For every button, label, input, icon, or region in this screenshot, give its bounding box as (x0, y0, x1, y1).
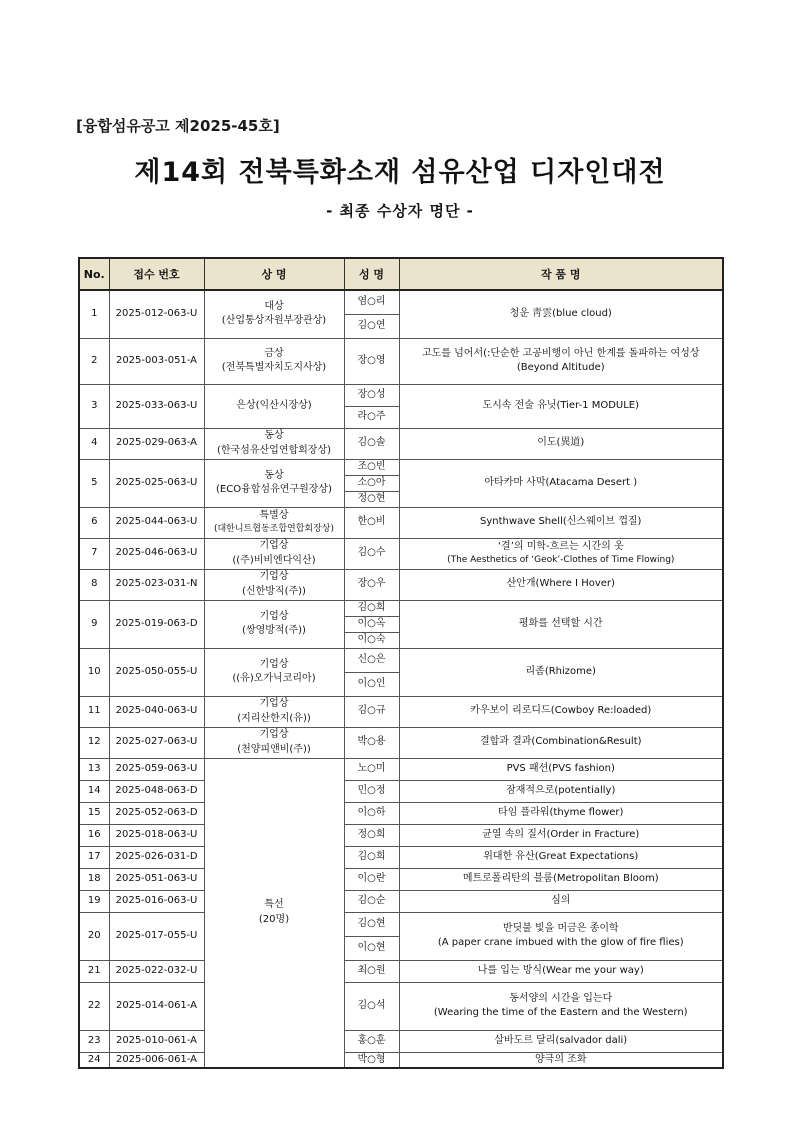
work-title-line: 이도(異道) (537, 437, 585, 449)
award-name (204, 758, 344, 1068)
registration-number: 2025-029-063-A (109, 428, 204, 459)
work-title-line: 타임 플라워(thyme flower) (498, 806, 624, 818)
row-number: 18 (79, 868, 109, 890)
row-number: 12 (79, 727, 109, 758)
work-title-line: 도시속 전술 유닛(Tier-1 MODULE) (482, 399, 640, 411)
award-title: 동상 (264, 430, 284, 441)
table-row (79, 696, 723, 727)
work-title-line: (Beyond Altitude) (516, 362, 605, 373)
award-sponsor: ((유)오가닉코리아) (232, 673, 316, 684)
row-number: 3 (79, 384, 109, 428)
row-number: 22 (79, 982, 109, 1030)
header-name: 성 명 (344, 258, 399, 290)
row-number: 1 (79, 290, 109, 338)
work-title-line: PVS 패션(PVS fashion) (506, 762, 615, 774)
header-award: 상 명 (204, 258, 344, 290)
registration-number: 2025-006-061-A (109, 1052, 204, 1068)
winner-name: 최○원 (344, 960, 399, 982)
award-sponsor: (쌍영방적(주)) (242, 625, 306, 636)
work-title-line: 리좀(Rhizome) (525, 665, 596, 677)
row-number: 11 (79, 696, 109, 727)
table-row (79, 290, 723, 314)
award-sponsor: ((주)비비엔다익산) (232, 554, 316, 566)
winner-name: 소○아 (344, 475, 399, 491)
registration-number: 2025-017-055-U (109, 912, 204, 960)
winner-name: 장○성 (344, 384, 399, 406)
row-number: 8 (79, 569, 109, 600)
registration-number: 2025-012-063-U (109, 290, 204, 338)
winner-name: 신○은 (344, 648, 399, 672)
registration-number: 2025-019-063-D (109, 600, 204, 648)
winner-name: 홍○훈 (344, 1030, 399, 1052)
award-sponsor: (한국섬유산업연합회장상) (216, 444, 332, 456)
work-title-line: 메트로폴리탄의 블룸(Metropolitan Bloom) (462, 872, 659, 884)
work-title (399, 846, 723, 868)
row-number: 5 (79, 459, 109, 507)
work-title (399, 569, 723, 600)
table-row (79, 758, 723, 780)
winner-name: 민○정 (344, 780, 399, 802)
award-sponsor: (신한방직(주)) (242, 585, 306, 597)
work-title (399, 696, 723, 727)
winner-name: 김○희 (344, 846, 399, 868)
award-title: 특별상 (259, 509, 289, 521)
table-row (79, 846, 723, 868)
registration-number: 2025-016-063-U (109, 890, 204, 912)
award-name (204, 459, 344, 507)
registration-number: 2025-033-063-U (109, 384, 204, 428)
page-title: 제14회 전북특화소재 섬유산업 디자인대전 (134, 157, 666, 188)
header-reg: 접수 번호 (109, 258, 204, 290)
work-title-line: 양극의 조화 (535, 1053, 587, 1065)
award-title: 기업상 (259, 698, 289, 709)
table-row (79, 569, 723, 600)
table-row (79, 459, 723, 475)
registration-number: 2025-010-061-A (109, 1030, 204, 1052)
work-title-line: 평화를 선택할 시간 (518, 617, 603, 629)
row-number: 19 (79, 890, 109, 912)
table-row (79, 960, 723, 982)
row-number: 16 (79, 824, 109, 846)
winner-name: 박○형 (344, 1052, 399, 1068)
work-title (399, 824, 723, 846)
award-name (204, 600, 344, 648)
work-title (399, 459, 723, 507)
award-title: 기업상 (259, 540, 289, 551)
work-title (399, 802, 723, 824)
award-title: 특선 (264, 899, 284, 911)
work-title (399, 960, 723, 982)
table-row (79, 507, 723, 538)
winner-name: 김○규 (344, 696, 399, 727)
winner-name: 정○희 (344, 824, 399, 846)
winner-name: 김○솔 (344, 428, 399, 459)
work-title-line: 반딧불 빛을 머금은 종이학 (502, 922, 619, 934)
work-title (399, 982, 723, 1030)
table-header-row (79, 258, 723, 290)
registration-number: 2025-023-031-N (109, 569, 204, 600)
work-title (399, 538, 723, 569)
table-row (79, 600, 723, 616)
award-sponsor: (지리산한지(유)) (237, 712, 311, 724)
work-title-line: 아타카마 사막(Atacama Desert ) (484, 476, 638, 488)
work-title-line: 잠재적으로(potentially) (506, 784, 616, 796)
work-title-line: 산안개(Where I Hover) (506, 578, 615, 590)
table-row (79, 802, 723, 824)
work-title (399, 428, 723, 459)
work-title-line: 위대한 유산(Great Expectations) (483, 850, 639, 862)
work-title (399, 912, 723, 960)
winner-name: 라○주 (344, 406, 399, 428)
registration-number: 2025-046-063-U (109, 538, 204, 569)
header-no: No. (79, 258, 109, 290)
registration-number: 2025-018-063-U (109, 824, 204, 846)
work-title (399, 758, 723, 780)
registration-number: 2025-044-063-U (109, 507, 204, 538)
winner-name: 장○우 (344, 569, 399, 600)
table-row (79, 384, 723, 406)
award-sponsor: (ECO융합섬유연구원장상) (216, 484, 332, 495)
work-title-line: 나를 입는 방식(Wear me your way) (477, 964, 644, 976)
row-number: 6 (79, 507, 109, 538)
table-row (79, 648, 723, 672)
registration-number: 2025-040-063-U (109, 696, 204, 727)
table-row (79, 1052, 723, 1068)
winner-name: 이○옥 (344, 616, 399, 632)
row-number: 20 (79, 912, 109, 960)
table-row (79, 890, 723, 912)
winner-name: 노○미 (344, 758, 399, 780)
award-name (204, 538, 344, 569)
work-title-line: 살바도르 달리(salvador dali) (494, 1034, 628, 1046)
row-number: 9 (79, 600, 109, 648)
work-title-line: 심의 (551, 894, 571, 906)
work-title (399, 290, 723, 338)
work-title (399, 384, 723, 428)
winner-name: 정○현 (344, 491, 399, 507)
winners-table (78, 257, 724, 1069)
winner-name: 김○희 (344, 600, 399, 616)
award-sponsor: (20명) (258, 913, 290, 925)
work-title-line: 균열 속의 질서(Order in Fracture) (482, 828, 640, 840)
award-name (204, 648, 344, 696)
winner-name: 이○인 (344, 672, 399, 696)
work-title-line: 카우보이 리로디드(Cowboy Re:loaded) (470, 705, 652, 717)
work-title (399, 507, 723, 538)
work-title-line: 동서양의 시간을 입는다 (509, 992, 613, 1004)
award-sponsor: (대한니트협동조합연합회장상) (213, 524, 335, 535)
work-title (399, 780, 723, 802)
row-number: 15 (79, 802, 109, 824)
work-title-line: Synthwave Shell(신스웨이브 껍질) (480, 516, 642, 528)
row-number: 23 (79, 1030, 109, 1052)
row-number: 24 (79, 1052, 109, 1068)
winner-name: 김○수 (344, 538, 399, 569)
registration-number: 2025-027-063-U (109, 727, 204, 758)
header-work: 작 품 명 (399, 258, 723, 290)
award-sponsor: (전북특별자치도지사상) (221, 362, 327, 373)
work-title-line: 고도를 넘어서(:단순한 고공비행이 아닌 한계를 돌파하는 여성상 (421, 347, 700, 359)
table-row (79, 1030, 723, 1052)
winner-name: 염○리 (344, 290, 399, 314)
award-title: 금상 (264, 347, 284, 359)
registration-number: 2025-059-063-U (109, 758, 204, 780)
table-body (79, 290, 723, 1068)
notice-number: [융합섬유공고 제2025-45호] (76, 117, 280, 135)
winner-name: 이○숙 (344, 632, 399, 648)
winner-name: 한○비 (344, 507, 399, 538)
page-subtitle: - 최종 수상자 명단 - (326, 202, 474, 220)
table-row (79, 868, 723, 890)
row-number: 7 (79, 538, 109, 569)
winner-name: 박○용 (344, 727, 399, 758)
registration-number: 2025-052-063-D (109, 802, 204, 824)
award-sponsor: (산업통상자원부장관상) (221, 315, 327, 327)
row-number: 10 (79, 648, 109, 696)
table-row (79, 428, 723, 459)
work-title (399, 648, 723, 696)
award-sponsor: (천양피앤비(주)) (237, 743, 311, 755)
table-row (79, 824, 723, 846)
winner-name: 조○빈 (344, 459, 399, 475)
winner-name: 김○순 (344, 890, 399, 912)
work-title-line: (The Aesthetics of ‘Geok’-Clothes of Time Flowing) (447, 555, 675, 566)
registration-number: 2025-003-051-A (109, 338, 204, 384)
registration-number: 2025-048-063-D (109, 780, 204, 802)
award-title: 동상 (264, 469, 284, 481)
work-title-line: ‘결’의 미학-흐르는 시간의 옷 (497, 540, 624, 552)
registration-number: 2025-050-055-U (109, 648, 204, 696)
table-row (79, 538, 723, 569)
row-number: 13 (79, 758, 109, 780)
winner-name: 이○하 (344, 802, 399, 824)
row-number: 4 (79, 428, 109, 459)
table-row (79, 912, 723, 936)
award-title: 기업상 (259, 729, 289, 740)
award-name (204, 290, 344, 338)
registration-number: 2025-022-032-U (109, 960, 204, 982)
award-title: 기업상 (259, 571, 289, 582)
work-title (399, 1052, 723, 1068)
winner-name: 장○영 (344, 338, 399, 384)
award-name (204, 507, 344, 538)
award-name (204, 727, 344, 758)
work-title (399, 1030, 723, 1052)
table-row (79, 338, 723, 384)
work-title-line: (Wearing the time of the Eastern and the Western) (433, 1007, 688, 1018)
winner-name: 이○란 (344, 868, 399, 890)
award-name (204, 428, 344, 459)
table-row (79, 727, 723, 758)
row-number: 14 (79, 780, 109, 802)
table-row (79, 982, 723, 1030)
table-row (79, 780, 723, 802)
row-number: 2 (79, 338, 109, 384)
registration-number: 2025-025-063-U (109, 459, 204, 507)
row-number: 21 (79, 960, 109, 982)
winner-name: 김○현 (344, 912, 399, 936)
award-name (204, 569, 344, 600)
award-name (204, 338, 344, 384)
award-title: 기업상 (259, 610, 289, 622)
winner-name: 이○현 (344, 936, 399, 960)
work-title (399, 600, 723, 648)
award-name (204, 384, 344, 428)
work-title-line: (A paper crane imbued with the glow of fire flies) (437, 937, 684, 948)
award-title: 은상(익산시장상) (236, 399, 312, 411)
work-title-line: 청운 靑雲(blue cloud) (509, 308, 612, 319)
work-title (399, 727, 723, 758)
award-name (204, 696, 344, 727)
work-title (399, 338, 723, 384)
work-title (399, 868, 723, 890)
work-title-line: 결합과 결과(Combination&Result) (479, 736, 642, 748)
work-title (399, 890, 723, 912)
award-title: 기업상 (259, 658, 289, 670)
winner-name: 김○석 (344, 982, 399, 1030)
award-title: 대상 (264, 300, 284, 312)
winner-name: 김○연 (344, 314, 399, 338)
registration-number: 2025-026-031-D (109, 846, 204, 868)
registration-number: 2025-051-063-U (109, 868, 204, 890)
row-number: 17 (79, 846, 109, 868)
registration-number: 2025-014-061-A (109, 982, 204, 1030)
